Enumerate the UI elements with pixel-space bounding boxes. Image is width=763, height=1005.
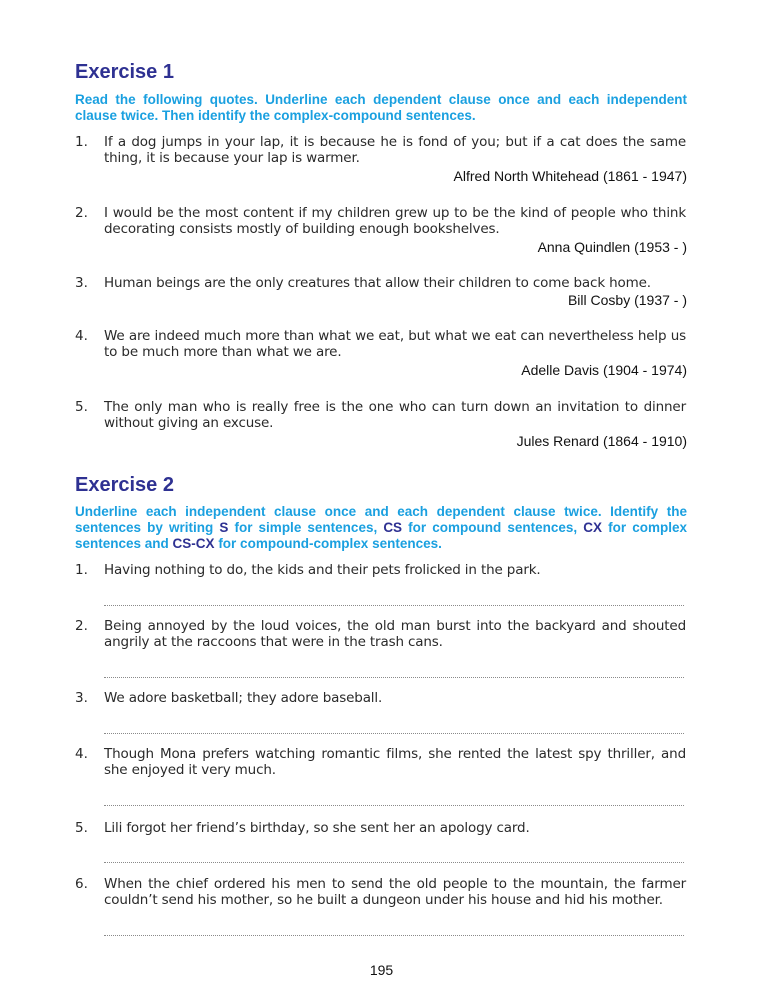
instr-text: for compound-complex sentences. <box>214 536 442 551</box>
sentence-text: Having nothing to do, the kids and their pets frolicked in the park. <box>104 562 541 578</box>
answer-line-4[interactable] <box>104 805 684 806</box>
item-number: 2. <box>75 205 88 221</box>
sentence-text: Though Mona prefers watching romantic films, she rented the latest spy thriller, and she enjoyed it very much. <box>104 746 686 778</box>
item-number: 3. <box>75 275 88 291</box>
answer-line-5[interactable] <box>104 862 684 863</box>
instr-text: for complex sentences and <box>75 520 687 551</box>
answer-line-2[interactable] <box>104 677 684 678</box>
exercise-1-title: Exercise 1 <box>75 61 174 83</box>
quote-author: Adelle Davis (1904 - 1974) <box>521 362 687 378</box>
code-compound: CS <box>383 520 403 535</box>
sentence-text: When the chief ordered his men to send the old people to the mountain, the farmer couldn’t send his mother, so he built a dungeon under his house and hid his mother. <box>104 876 686 908</box>
quote-author: Bill Cosby (1937 - ) <box>567 292 687 308</box>
quote-text: The only man who is really free is the one who can turn down an invitation to dinner without giving an excuse. <box>104 399 686 431</box>
item-number: 5. <box>75 820 88 836</box>
instr-text: Underline each independent clause once and each dependent clause twice. Identify the sentences by writing <box>75 504 687 535</box>
item-number: 2. <box>75 618 88 634</box>
quote-text: Human beings are the only creatures that allow their children to come back home. <box>104 275 651 291</box>
item-number: 1. <box>75 562 88 578</box>
answer-line-3[interactable] <box>104 733 684 734</box>
item-number: 4. <box>75 328 88 344</box>
code-simple: S <box>219 520 229 535</box>
instr-text: for compound sentences, <box>402 520 584 535</box>
item-number: 6. <box>75 876 88 892</box>
sentence-text: Being annoyed by the loud voices, the old man burst into the backyard and shouted angrily at the raccoons that were in the trash cans. <box>104 618 686 650</box>
instr-text: for simple sentences, <box>228 520 384 535</box>
quote-author: Anna Quindlen (1953 - ) <box>537 239 687 255</box>
exercise-2-title: Exercise 2 <box>75 474 174 496</box>
quote-text: If a dog jumps in your lap, it is because he is fond of you; but if a cat does the same thing, it is because your lap is warmer. <box>104 134 686 166</box>
page-number: 195 <box>369 962 394 978</box>
code-compound-complex: CS-CX <box>172 536 215 551</box>
answer-line-1[interactable] <box>104 605 684 606</box>
answer-line-6[interactable] <box>104 935 684 936</box>
quote-author: Alfred North Whitehead (1861 - 1947) <box>453 168 687 184</box>
quote-author: Jules Renard (1864 - 1910) <box>516 433 687 449</box>
item-number: 1. <box>75 134 88 150</box>
item-number: 3. <box>75 690 88 706</box>
item-number: 4. <box>75 746 88 762</box>
exercise-2-instructions <box>75 504 687 552</box>
exercise-1-instructions: Read the following quotes. Underline each dependent clause once and each independent clause twice. Then identify the complex-compound sentences. <box>75 92 687 123</box>
quote-text: We are indeed much more than what we eat, but what we eat can nevertheless help us to be much more than what we are. <box>104 328 686 360</box>
quote-text: I would be the most content if my children grew up to be the kind of people who think decorating consists mostly of building enough bookshelves. <box>104 205 686 237</box>
item-number: 5. <box>75 399 88 415</box>
sentence-text: We adore basketball; they adore baseball. <box>104 690 383 706</box>
sentence-text: Lili forgot her friend’s birthday, so she sent her an apology card. <box>104 820 530 836</box>
code-complex: CX <box>583 520 603 535</box>
